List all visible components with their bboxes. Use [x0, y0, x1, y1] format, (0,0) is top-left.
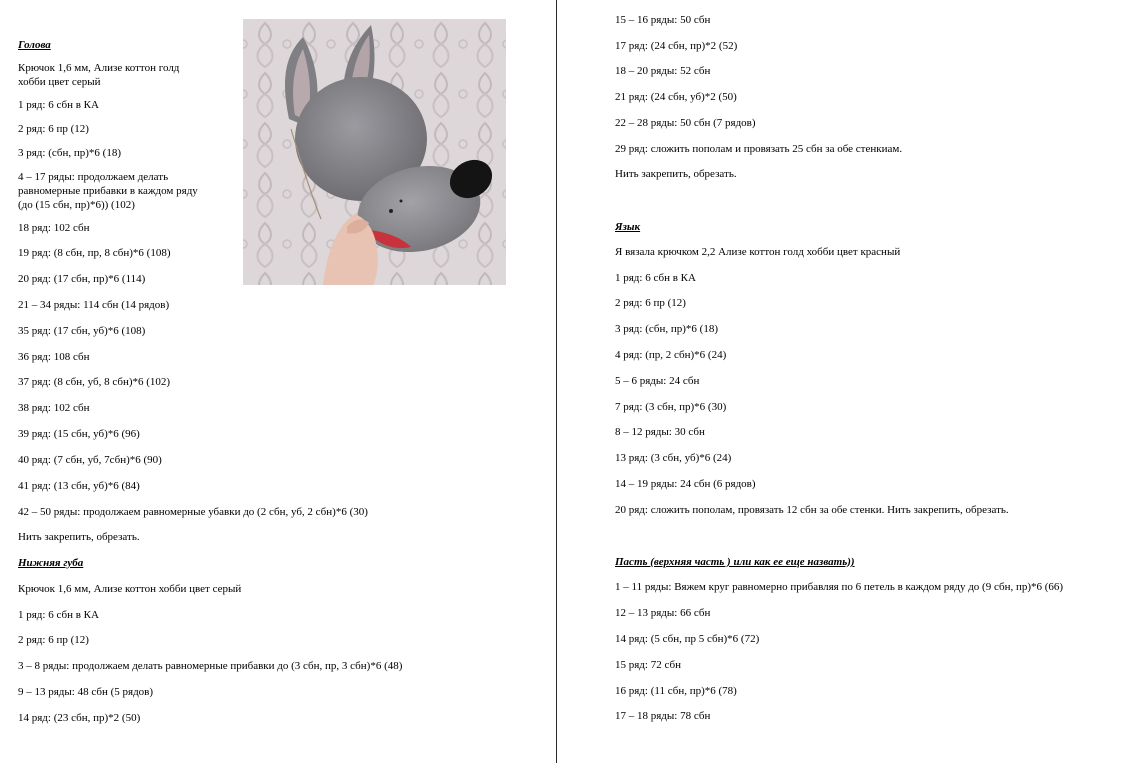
lower-lip-row: 17 ряд: (24 сбн, пр)*2 (52)	[615, 40, 738, 52]
head-row: 39 ряд: (15 сбн, уб)*6 (96)	[18, 428, 140, 440]
mouth-row: 12 – 13 ряды: 66 сбн	[615, 607, 711, 619]
head-row: 21 – 34 ряды: 114 сбн (14 рядов)	[18, 299, 170, 311]
mouth-row: 16 ряд: (11 сбн, пр)*6 (78)	[615, 685, 737, 697]
head-row: 4 – 17 ряды: продолжаем делать	[18, 171, 169, 183]
head-section-title: Голова	[18, 39, 51, 51]
head-row: 41 ряд: (13 сбн, уб)*6 (84)	[18, 480, 140, 492]
head-row: Нить закрепить, обрезать.	[18, 531, 140, 543]
right-page	[558, 0, 1133, 763]
amigurumi-wolf-head-photo	[243, 19, 506, 285]
lower-lip-row: Нить закрепить, обрезать.	[615, 168, 737, 180]
left-page	[0, 0, 556, 763]
tongue-row: Я вязала крючком 2,2 Ализе коттон голд хобби цвет красный	[615, 246, 901, 258]
tongue-row: 13 ряд: (3 сбн, уб)*6 (24)	[615, 452, 732, 464]
lower-lip-row: 29 ряд: сложить пополам и провязать 25 сбн за обе стенкиам.	[615, 143, 903, 155]
head-row: 36 ряд: 108 сбн	[18, 351, 90, 363]
lower-lip-row: 3 – 8 ряды: продолжаем делать равномерные прибавки до (3 сбн, пр, 3 сбн)*6 (48)	[18, 660, 403, 672]
tongue-row: 8 – 12 ряды: 30 сбн	[615, 426, 705, 438]
tongue-row: 4 ряд: (пр, 2 сбн)*6 (24)	[615, 349, 727, 361]
lower-lip-row: 14 ряд: (23 сбн, пр)*2 (50)	[18, 712, 141, 724]
lower-lip-row: 9 – 13 ряды: 48 сбн (5 рядов)	[18, 686, 154, 698]
mouth-row: 15 ряд: 72 сбн	[615, 659, 681, 671]
head-row: 38 ряд: 102 сбн	[18, 402, 90, 414]
head-row: 20 ряд: (17 сбн, пр)*6 (114)	[18, 273, 146, 285]
head-row: равномерные прибавки в каждом ряду	[18, 185, 198, 197]
lower-lip-row: 21 ряд: (24 сбн, уб)*2 (50)	[615, 91, 737, 103]
lower-lip-row: 2 ряд: 6 пр (12)	[18, 634, 89, 646]
page-divider	[556, 0, 557, 763]
head-row: 1 ряд: 6 сбн в КА	[18, 99, 99, 111]
mouth-section-title: Пасть (верхняя часть ) или как ее еще назвать))	[615, 556, 855, 568]
head-row: 42 – 50 ряды: продолжаем равномерные убавки до (2 сбн, уб, 2 сбн)*6 (30)	[18, 506, 368, 518]
tongue-row: 20 ряд: сложить пополам, провязать 12 сбн за обе стенки. Нить закрепить, обрезать.	[615, 504, 1009, 516]
tongue-section-title: Язык	[615, 221, 641, 233]
lower-lip-row: 18 – 20 ряды: 52 сбн	[615, 65, 711, 77]
tongue-row: 1 ряд: 6 сбн в КА	[615, 272, 696, 284]
head-row: 18 ряд: 102 сбн	[18, 222, 90, 234]
tongue-row: 14 – 19 ряды: 24 сбн (6 рядов)	[615, 478, 756, 490]
tongue-row: 2 ряд: 6 пр (12)	[615, 297, 686, 309]
lower-lip-row: 15 – 16 ряды: 50 сбн	[615, 14, 711, 26]
head-row: 37 ряд: (8 сбн, уб, 8 сбн)*6 (102)	[18, 376, 171, 388]
head-row: 2 ряд: 6 пр (12)	[18, 123, 89, 135]
head-intro-line: Крючок 1,6 мм, Ализе коттон голд	[18, 62, 180, 74]
lower-lip-row: 1 ряд: 6 сбн в КА	[18, 609, 99, 621]
lower-lip-row: 22 – 28 ряды: 50 сбн (7 рядов)	[615, 117, 756, 129]
mouth-row: 17 – 18 ряды: 78 сбн	[615, 710, 711, 722]
head-row: (до (15 сбн, пр)*6)) (102)	[18, 199, 135, 211]
head-row: 3 ряд: (сбн, пр)*6 (18)	[18, 147, 122, 159]
head-row: 35 ряд: (17 сбн, уб)*6 (108)	[18, 325, 146, 337]
lower-lip-row: Крючок 1,6 мм, Ализе коттон хобби цвет серый	[18, 583, 242, 595]
lower-lip-section-title: Нижняя губа	[18, 557, 84, 569]
head-row: 19 ряд: (8 сбн, пр, 8 сбн)*6 (108)	[18, 247, 171, 259]
tongue-row: 3 ряд: (сбн, пр)*6 (18)	[615, 323, 719, 335]
head-intro-line: хобби цвет серый	[18, 76, 101, 88]
tongue-row: 7 ряд: (3 сбн, пр)*6 (30)	[615, 401, 727, 413]
head-row: 40 ряд: (7 сбн, уб, 7сбн)*6 (90)	[18, 454, 162, 466]
tongue-row: 5 – 6 ряды: 24 сбн	[615, 375, 700, 387]
mouth-row: 1 – 11 ряды: Вяжем круг равномерно прибавляя по 6 петель в каждом ряду до (9 сбн, пр)*6 (66)	[615, 581, 1064, 593]
mouth-row: 14 ряд: (5 сбн, пр 5 сбн)*6 (72)	[615, 633, 760, 645]
